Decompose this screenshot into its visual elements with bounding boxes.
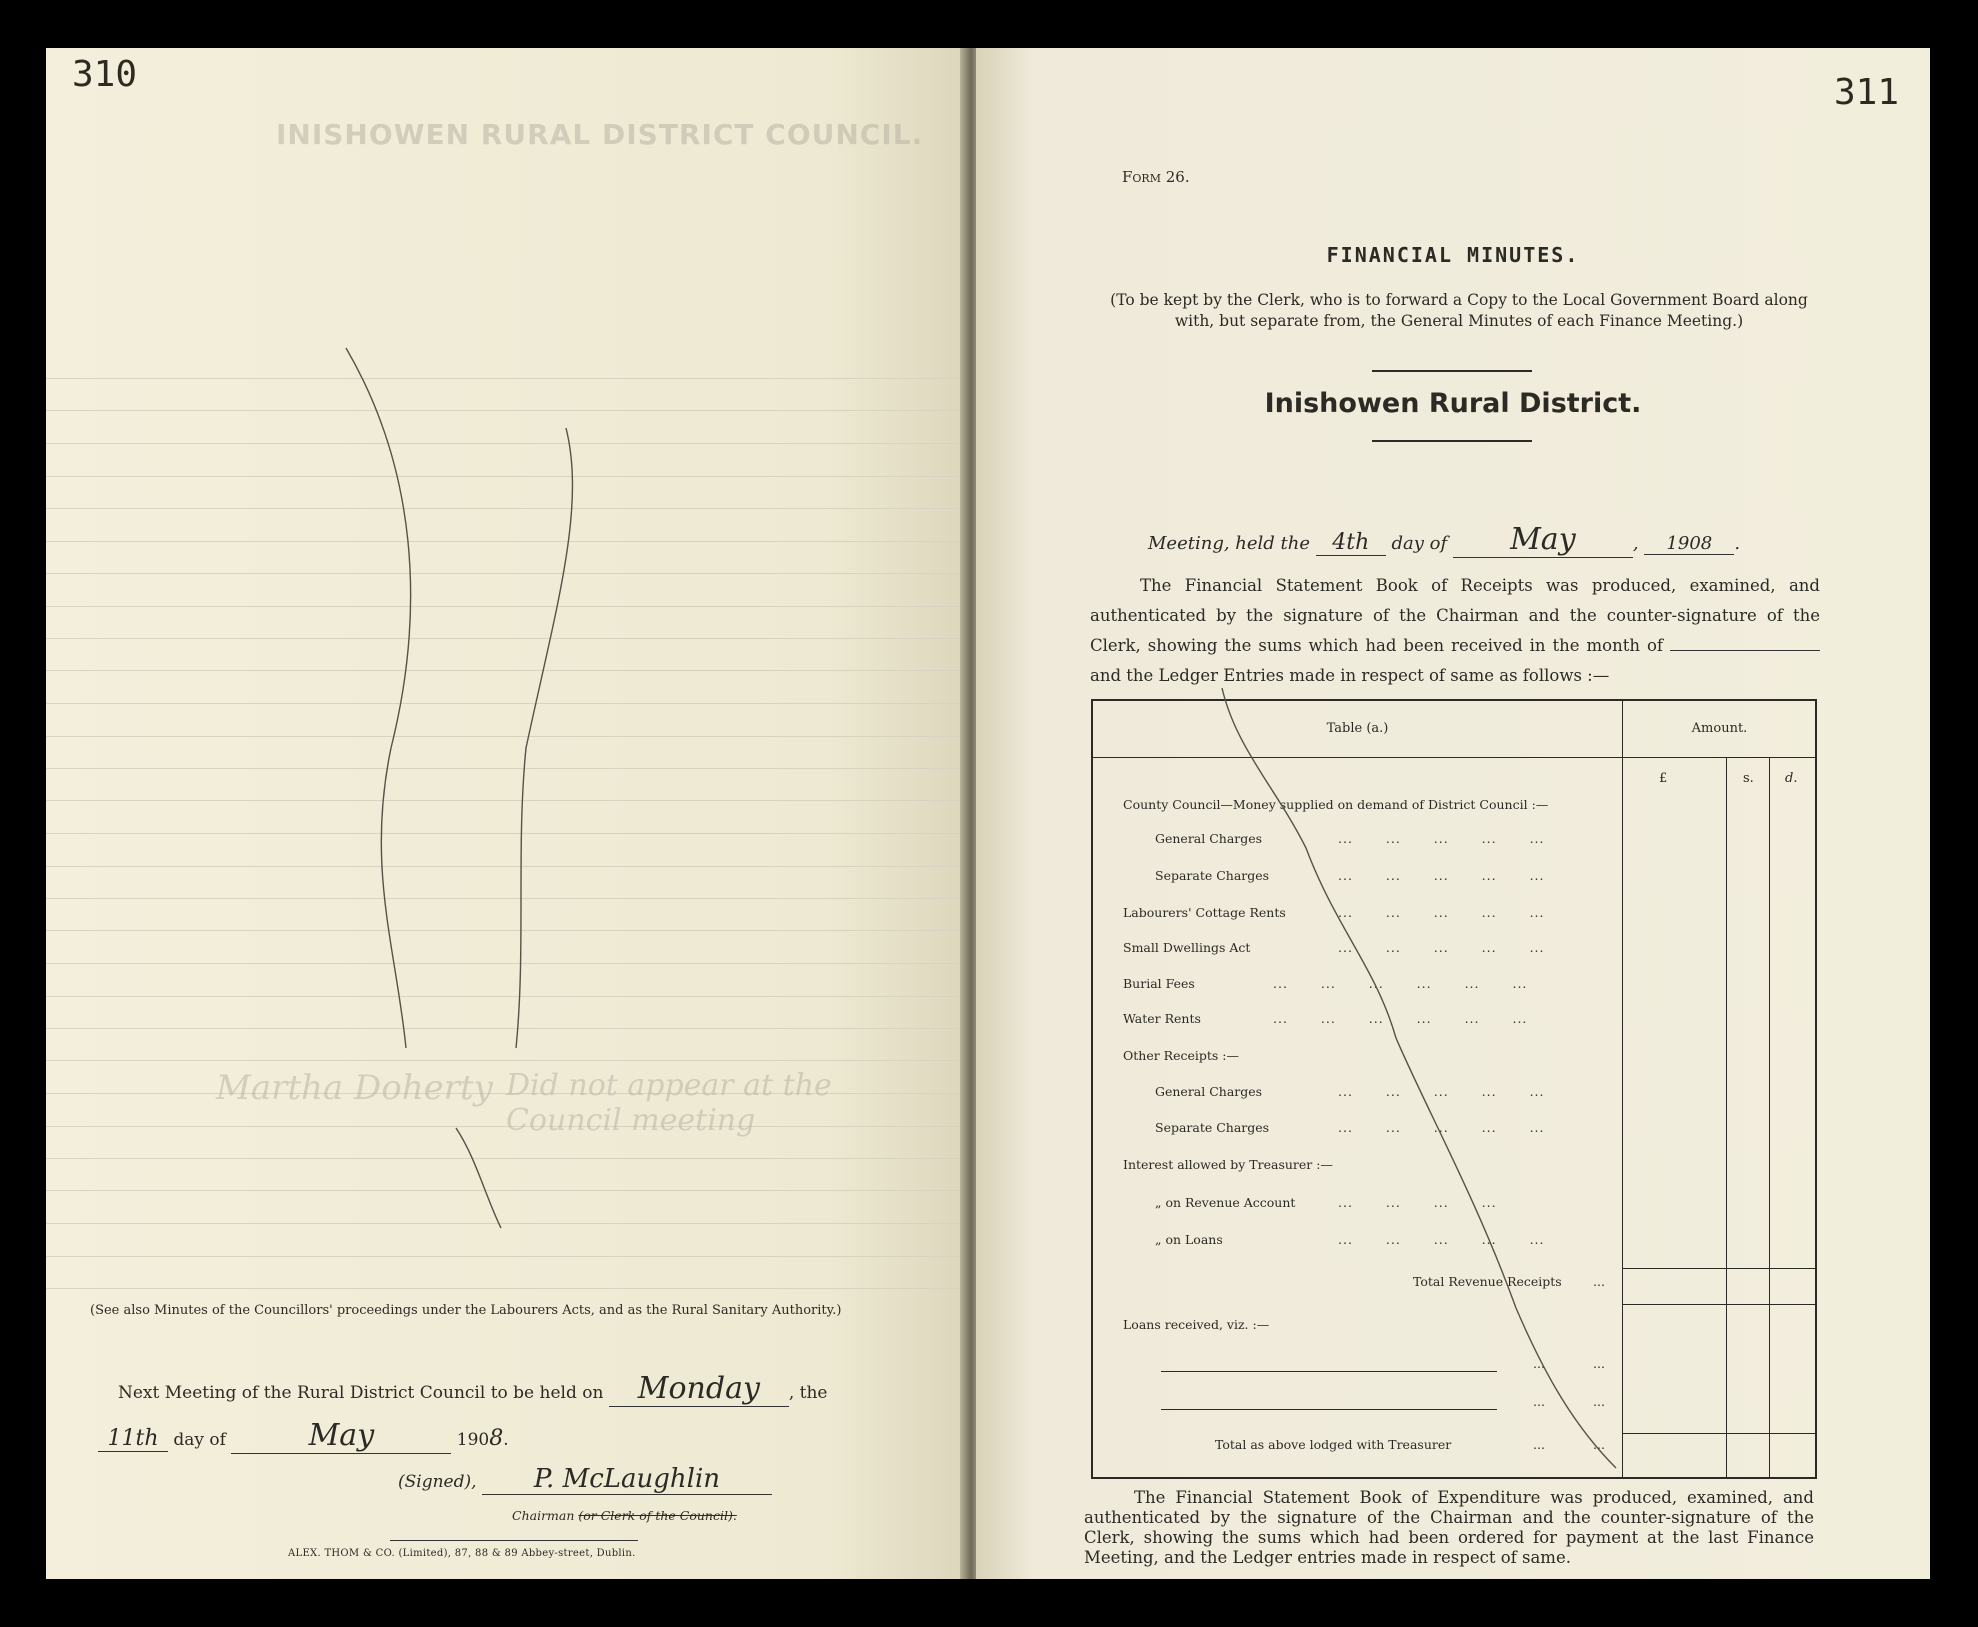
total-lodged-dots: ... bbox=[1533, 1437, 1545, 1452]
table-caption: Table (a.) bbox=[1093, 701, 1622, 758]
currency-pence: d. bbox=[1785, 771, 1798, 786]
table-row-label: County Council—Money supplied on demand of District Council :— bbox=[1123, 797, 1549, 812]
loans-label: Loans received, viz. :— bbox=[1123, 1317, 1270, 1332]
currency-shillings: s. bbox=[1743, 771, 1754, 786]
meeting-day-of: day of bbox=[1391, 533, 1448, 554]
next-meeting-year-suffix: 8 bbox=[489, 1426, 504, 1451]
signed-line bbox=[398, 1464, 772, 1495]
next-meeting-day-of: day of bbox=[173, 1430, 226, 1450]
pencil-strokes bbox=[46, 48, 966, 1579]
table-row-label: „ on Revenue Account bbox=[1155, 1195, 1296, 1210]
left-page bbox=[46, 48, 966, 1579]
chairman-line bbox=[512, 1508, 737, 1523]
table-row-label: General Charges bbox=[1155, 1084, 1263, 1099]
signature: P. McLaughlin bbox=[482, 1464, 772, 1495]
table-row-label: Separate Charges bbox=[1155, 1120, 1270, 1135]
table-row-dots: ... ... ... ... ... ... bbox=[1273, 1011, 1528, 1026]
next-meeting-weekday: Monday bbox=[609, 1371, 789, 1407]
table-row-label: Other Receipts :— bbox=[1123, 1048, 1239, 1063]
currency-pounds: £ bbox=[1659, 771, 1668, 786]
table-row-label: Burial Fees bbox=[1123, 976, 1195, 991]
financial-minutes-title: FINANCIAL MINUTES. bbox=[1326, 243, 1580, 267]
table-row-dots: ... ... ... ... ... bbox=[1338, 1120, 1545, 1135]
table-row-dots: ... ... ... ... ... bbox=[1338, 831, 1545, 846]
financial-minutes-subtitle: (To be kept by the Clerk, who is to forward a Copy to the Local Government Board along with, but separate from, the General Minutes of each Finance Meeting.) bbox=[1110, 291, 1808, 330]
chairman-label: Chairman bbox=[512, 1508, 575, 1523]
amount-header: Amount. bbox=[1622, 701, 1816, 758]
meeting-year: 1908 bbox=[1644, 533, 1734, 555]
page-number: 310 bbox=[72, 54, 138, 95]
meeting-prefix: Meeting, held the bbox=[1148, 533, 1311, 554]
table-row-dots: ... ... ... ... ... bbox=[1338, 905, 1545, 920]
table-row-label: Water Rents bbox=[1123, 1011, 1201, 1026]
loan-entry-dots-2b: ... bbox=[1593, 1394, 1605, 1409]
form-number: Form 26. bbox=[1122, 168, 1190, 186]
district-name: Inishowen Rural District. bbox=[1264, 388, 1642, 419]
next-meeting-month: May bbox=[231, 1418, 451, 1454]
pencil-strokes-right bbox=[976, 48, 1930, 1579]
printer-rule bbox=[390, 1540, 638, 1541]
total-lodged-dots-b: ... bbox=[1593, 1437, 1605, 1452]
next-meeting-period: . bbox=[503, 1430, 509, 1450]
loan-entry-dots-1: ... bbox=[1533, 1356, 1545, 1371]
total-revenue-dots: ... bbox=[1593, 1274, 1605, 1289]
total-lodged-label: Total as above lodged with Treasurer bbox=[1215, 1437, 1452, 1452]
table-row-dots: ... ... ... ... bbox=[1338, 1195, 1497, 1210]
table-row-label: Small Dwellings Act bbox=[1123, 940, 1251, 955]
signed-label: (Signed), bbox=[398, 1472, 477, 1492]
struck-clerk-label: (or Clerk of the Council). bbox=[578, 1508, 737, 1523]
table-row-dots: ... ... ... ... ... bbox=[1338, 868, 1545, 883]
table-row-dots: ... ... ... ... ... bbox=[1338, 940, 1545, 955]
table-row-label: General Charges bbox=[1155, 831, 1263, 846]
next-meeting-the: , the bbox=[788, 1383, 828, 1403]
meeting-day: 4th bbox=[1316, 530, 1386, 556]
table-row-dots: ... ... ... ... ... bbox=[1338, 1232, 1545, 1247]
receipts-text: The Financial Statement Book of Receipts was produced, examined, and authenticated by the signature of the Chairman and the counter-signature of the Clerk, showing the sums which had been received in the month of bbox=[1090, 576, 1820, 655]
receipts-text-end: and the Ledger Entries made in respect of same as follows :— bbox=[1090, 666, 1610, 685]
table-row-dots: ... ... ... ... ... bbox=[1338, 1084, 1545, 1099]
printer-imprint: ALEX. THOM & CO. (Limited), 87, 88 & 89 Abbey-street, Dublin. bbox=[288, 1548, 636, 1559]
table-row-label: Interest allowed by Treasurer :— bbox=[1123, 1157, 1333, 1172]
loan-entry-dots-1b: ... bbox=[1593, 1356, 1605, 1371]
see-also-note: (See also Minutes of the Councillors' proceedings under the Labourers Acts, and as the Rural Sanitary Authority.) bbox=[90, 1303, 842, 1318]
ghost-heading: INISHOWEN RURAL DISTRICT COUNCIL. bbox=[276, 118, 924, 151]
table-row-label: Labourers' Cottage Rents bbox=[1123, 905, 1286, 920]
next-meeting-year-prefix: 190 bbox=[456, 1430, 490, 1450]
table-row-label: Separate Charges bbox=[1155, 868, 1270, 883]
next-meeting-line-1 bbox=[118, 1371, 898, 1407]
meeting-line: Meeting, held the 4th day of May , 1908 . bbox=[1148, 522, 1741, 557]
table-row-label: „ on Loans bbox=[1155, 1232, 1223, 1247]
expenditure-statement: The Financial Statement Book of Expenditure was produced, examined, and authenticated by the signature of the Chairman and the counter-signature of the Clerk, showing the sums which had been ordered for payment at the last Finance Meeting, and the Ledger entries made in respect of same. bbox=[1084, 1488, 1814, 1567]
ghost-handwriting-name: Martha Doherty bbox=[216, 1068, 493, 1108]
loan-entry-dots-2: ... bbox=[1533, 1394, 1545, 1409]
page-number: 311 bbox=[1834, 72, 1900, 113]
table-row-dots: ... ... ... ... ... ... bbox=[1273, 976, 1528, 991]
next-meeting-line-2 bbox=[98, 1418, 878, 1454]
meeting-month: May bbox=[1453, 522, 1633, 558]
right-page bbox=[976, 48, 1930, 1579]
total-revenue-label: Total Revenue Receipts bbox=[1413, 1274, 1562, 1289]
next-meeting-day: 11th bbox=[98, 1426, 168, 1452]
ghost-handwriting-note: Did not appear at the Council meeting bbox=[506, 1068, 832, 1138]
next-meeting-prefix: Next Meeting of the Rural District Council to be held on bbox=[118, 1383, 604, 1403]
